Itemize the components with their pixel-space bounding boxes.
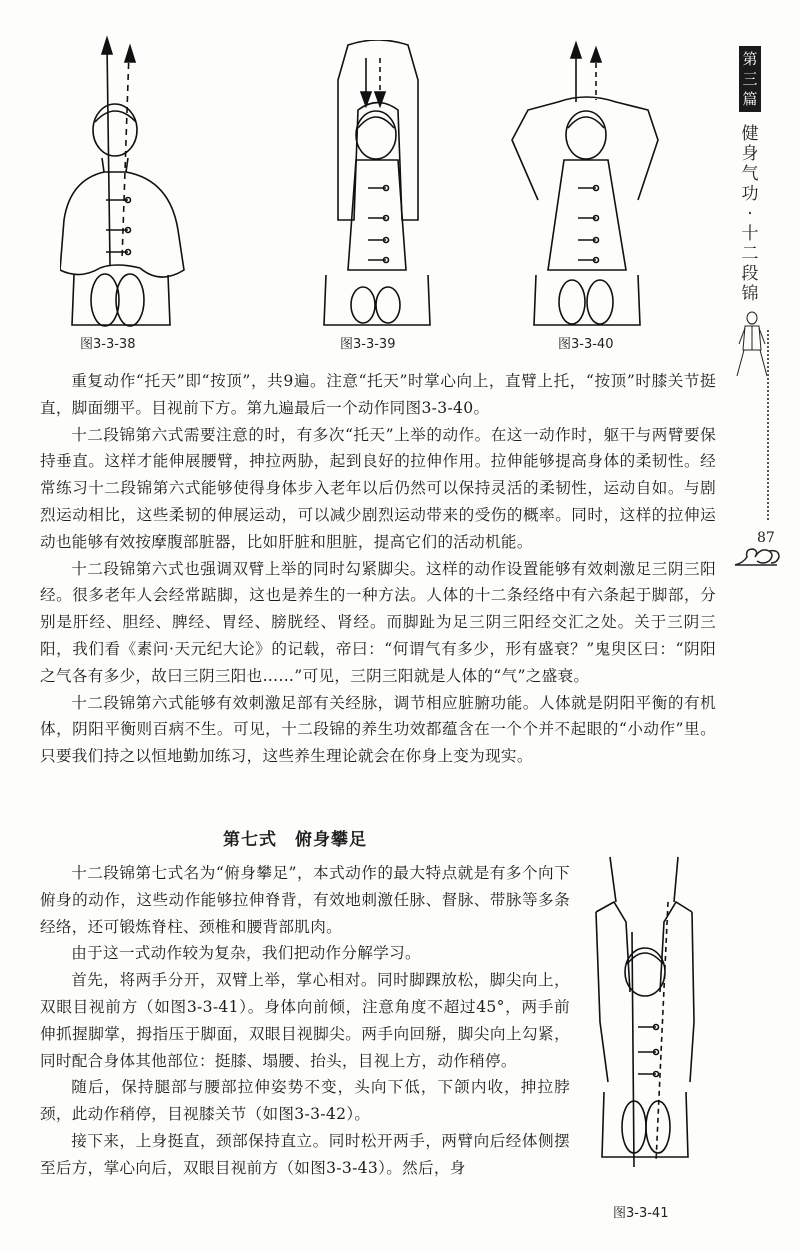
seated-figure-hands-on-lap-illustration bbox=[60, 30, 230, 330]
standing-figure-icon bbox=[735, 310, 769, 380]
page-number: 87 bbox=[757, 530, 775, 546]
figure-3-3-40 bbox=[508, 40, 668, 330]
part-label: 第三篇 bbox=[739, 46, 761, 112]
section-body-text bbox=[40, 368, 716, 770]
figure-caption: 图3-3-40 bbox=[558, 337, 614, 352]
paragraph: 接下来，上身挺直，颈部保持直立。同时松开两手，两臂向后经体侧摆至后方，掌心向后，双眼目视前方（如图3-3-43）。然后，身 bbox=[40, 1131, 570, 1177]
seated-figure-hands-on-head-illustration bbox=[508, 40, 668, 330]
section-heading: 第七式 俯身攀足 bbox=[223, 830, 367, 850]
figure-3-3-38 bbox=[60, 30, 230, 330]
cloud-ornament-icon bbox=[733, 545, 783, 567]
paragraph: 由于这一式动作较为复杂，我们把动作分解学习。 bbox=[71, 944, 421, 963]
figure-caption: 图3-3-41 bbox=[613, 1206, 669, 1221]
paragraph: 随后，保持腿部与腰部拉伸姿势不变，头向下低，下颌内收，抻拉脖颈，此动作稍停，目视膝关节（如图3-3-42）。 bbox=[40, 1078, 570, 1124]
figure-caption: 图3-3-39 bbox=[340, 337, 396, 352]
dotted-divider bbox=[767, 330, 769, 520]
paragraph: 首先，将两手分开，双臂上举，掌心相对。同时脚踝放松，脚尖向上，双眼目视前方（如图3-3-41）。身体向前倾，注意角度不超过45°，两手前伸抓握脚掌，拇指压于脚面，双眼目视脚尖。两手向回掰，脚尖向上勾紧，同时配合身体其他部位：挺膝、塌腰、抬头，目视上方，动作稍停。 bbox=[40, 971, 570, 1070]
figure-3-3-41 bbox=[590, 852, 700, 1192]
figure-3-3-39 bbox=[318, 40, 438, 330]
paragraph: 十二段锦第六式也强调双臂上举的同时勾紧脚尖。这样的动作设置能够有效刺激足三阴三阳经。很多老年人会经常踮脚，这也是养生的一种方法。人体的十二条经络中有六条起于脚部，分别是肝经、胆经、脾经、胃经、膀胱经、肾经。而脚趾为足三阴三阳经交汇之处。关于三阴三阳，我们看《素问·天元纪大论》的记载，帝曰：“何谓气有多少，形有盛衰？”鬼臾区曰：“阴阳之气各有多少，故曰三阴三阳也……”可见，三阴三阳就是人体的“气”之盛衰。 bbox=[40, 559, 716, 685]
chapter-sidebar bbox=[735, 46, 765, 384]
paragraph: 重复动作“托天”即“按顶”，共9遍。注意“托天”时掌心向上，直臂上托，“按顶”时膝关节挺直，脚面绷平。目视前下方。第九遍最后一个动作同图3-3-40。 bbox=[40, 372, 716, 417]
figure-caption: 图3-3-38 bbox=[80, 337, 136, 352]
section-body-text bbox=[40, 860, 570, 1182]
paragraph: 十二段锦第六式能够有效刺激足部有关经脉，调节相应脏腑功能。人体就是阴阳平衡的有机体，阴阳平衡则百病不生。可见，十二段锦的养生功效都蕴含在一个个并不起眼的“小动作”里。只要我们持之以恒地勤加练习，这些养生理论就会在你身上变为现实。 bbox=[40, 693, 716, 766]
paragraph: 十二段锦第七式名为“俯身攀足”，本式动作的最大特点就是有多个向下俯身的动作，这些动作能够拉伸脊背，有效地刺激任脉、督脉、带脉等多条经络，还可锻炼脊柱、颈椎和腰背部肌肉。 bbox=[40, 864, 570, 936]
section-title-vertical: 健身气功·十二段锦 bbox=[741, 124, 759, 304]
seated-figure-arms-raised-illustration bbox=[590, 852, 700, 1192]
paragraph: 十二段锦第六式需要注意的时，有多次“托天”上举的动作。在这一动作时，躯干与两臂要保持垂直。这样才能伸展腰臂，抻拉两胁，起到良好的拉伸作用。拉伸能够提高身体的柔韧性。经常练习十二段锦第六式能够使得身体步入老年以后仍然可以保持灵活的柔韧性，运动自如。与剧烈运动相比，这些柔韧的伸展运动，可以减少剧烈运动带来的受伤的概率。同时，这样的拉伸运动也能够有效按摩腹部脏器，比如肝脏和胆脏，提高它们的活动机能。 bbox=[40, 425, 716, 551]
seated-figure-hands-overhead-illustration bbox=[318, 40, 438, 330]
